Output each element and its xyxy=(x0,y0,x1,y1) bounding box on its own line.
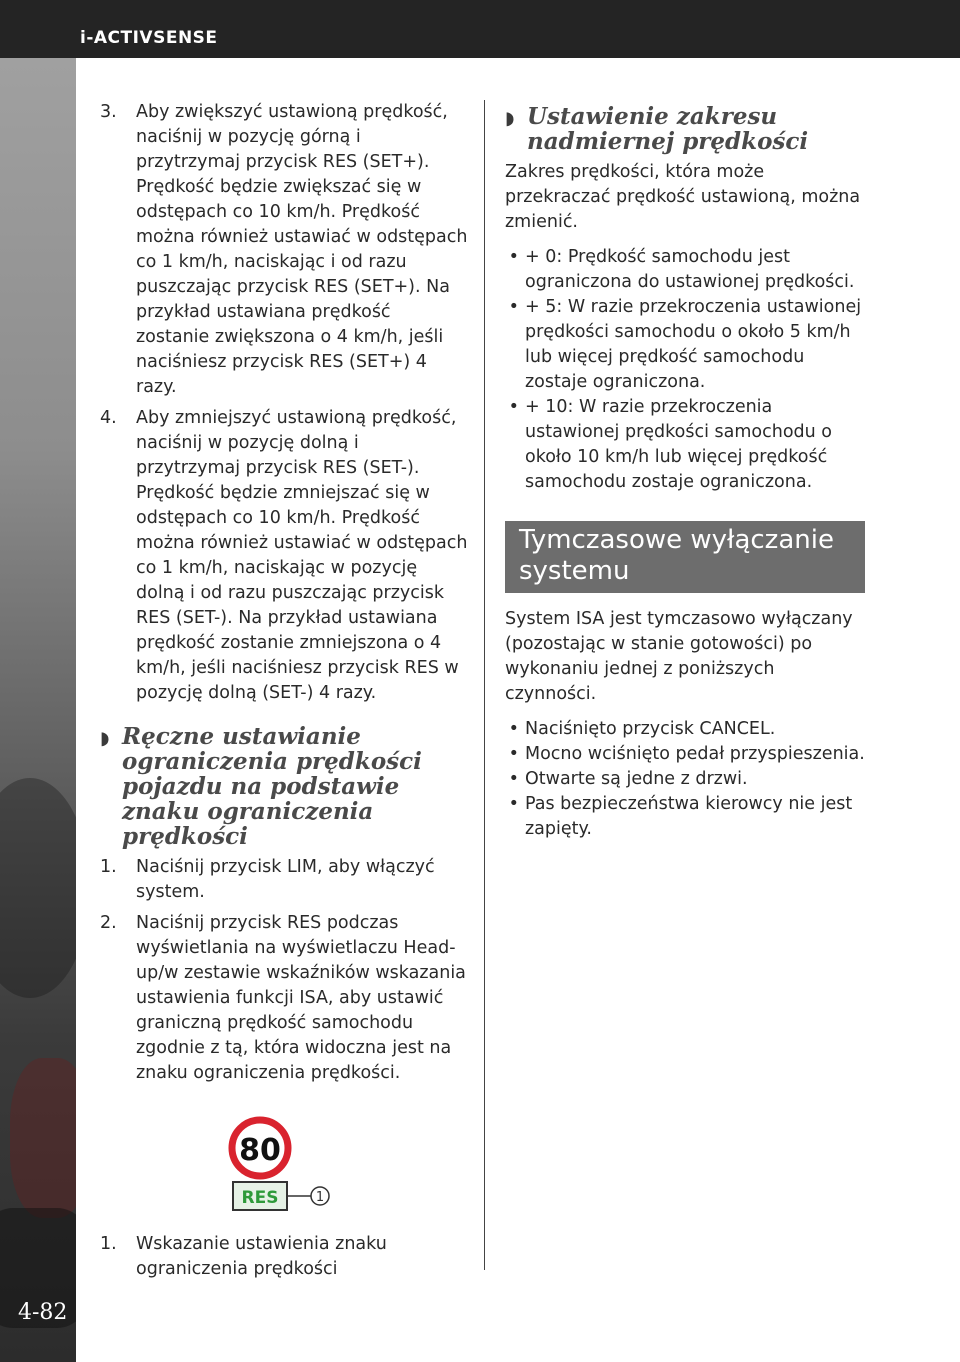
subheading-text: Ustawienie zakresu nadmiernej prędkości xyxy=(527,103,809,155)
subheading-marker-icon: ◗ xyxy=(100,728,110,749)
list-item: • Mocno wciśnięto pedał przyspieszenia. xyxy=(508,744,865,764)
column-divider xyxy=(484,100,485,1270)
list-item: • + 10: W razie przekroczenia ustawionej prędkości samochodu o około 10 km/h lub więcej prędkość samochodu zostaje ograniczona. xyxy=(508,397,833,492)
speed-limit-sign-icon xyxy=(100,1108,468,1226)
step-item xyxy=(100,855,468,905)
subheading-text: Ręczne ustawianie ograniczenia prędkości pojazdu na podstawie znaku ograniczenia prędkości xyxy=(122,723,422,850)
section-heading: Tymczasowe wyłączanie systemu xyxy=(505,521,865,593)
step-text: Aby zmniejszyć ustawioną prędkość, naciśnij w pozycję dolną i przytrzymaj przycisk RES (SET-). Prędkość będzie zmniejszać się w odstępach co 10 km/h. Prędkość można również ustawiać w odstępach co 1 km/h, naciskając w pozycję dolną i od razu puszczając przycisk RES (SET-). Na przykład ustawiana prędkość zostanie zmniejszona o 4 km/h, jeśli naciśniesz przycisk RES w pozycję dolną (SET-) 4 razy. xyxy=(136,408,468,703)
callout-number: 1 xyxy=(315,1190,325,1205)
subheading-marker-icon: ◗ xyxy=(505,108,515,129)
subheading xyxy=(505,104,865,154)
sidebar-photo xyxy=(0,58,76,1362)
step-number: 1. xyxy=(100,857,117,877)
page-number: 4-82 xyxy=(18,1300,68,1325)
speed-sign-figure xyxy=(100,1108,468,1226)
options-list xyxy=(505,245,865,495)
list-item: • + 5: W razie przekroczenia ustawionej prędkości samochodu o około 5 km/h lub więcej prędkość samochodu zostaje ograniczona. xyxy=(508,297,862,392)
section-title: i-ACTIVSENSE xyxy=(80,28,218,48)
left-column xyxy=(100,100,468,1288)
step-item xyxy=(100,911,468,1086)
section-intro: System ISA jest tymczasowo wyłączany (pozostając w stanie gotowości) po wykonaniu jednej z poniższych czynności. xyxy=(505,609,853,704)
step-item xyxy=(100,100,468,400)
intro-paragraph: Zakres prędkości, która może przekraczać prędkość ustawioną, można zmienić. xyxy=(505,162,861,232)
sign-value: 80 xyxy=(239,1133,281,1168)
step-text: Naciśnij przycisk LIM, aby włączyć system. xyxy=(136,857,435,902)
step-text: Naciśnij przycisk RES podczas wyświetlania na wyświetlaczu Head-up/w zestawie wskaźników wskazania ustawienia funkcji ISA, aby ustawić graniczną prędkość samochodu zgodnie z tą, która widoczna jest na znaku ograniczenia prędkości. xyxy=(136,913,466,1083)
conditions-list xyxy=(505,717,865,842)
subheading xyxy=(100,724,468,849)
caption-item xyxy=(100,1232,468,1282)
caption-text: Wskazanie ustawienia znaku ograniczenia prędkości xyxy=(136,1234,387,1279)
step-number: 3. xyxy=(100,102,117,122)
list-item: • Pas bezpieczeństwa kierowcy nie jest zapięty. xyxy=(508,794,853,839)
caption-number: 1. xyxy=(100,1234,117,1254)
list-item: • Naciśnięto przycisk CANCEL. xyxy=(508,719,776,739)
step-number: 4. xyxy=(100,408,117,428)
step-text: Aby zwiększyć ustawioną prędkość, naciśnij w pozycję górną i przytrzymaj przycisk RES (SET+). Prędkość będzie zwiększać się w odstępach co 10 km/h. Prędkość można również ustawiać w odstępach co 1 km/h, naciskając i od razu puszczając przycisk RES (SET+). Na przykład ustawiana prędkość zostanie zwiększona o 4 km/h, jeśli naciśniesz przycisk RES (SET+) 4 razy. xyxy=(136,102,468,397)
res-label: RES xyxy=(241,1188,279,1208)
step-number: 2. xyxy=(100,913,117,933)
header-bar xyxy=(0,0,960,58)
list-item: • Otwarte są jedne z drzwi. xyxy=(508,769,748,789)
step-item xyxy=(100,406,468,706)
right-column xyxy=(505,100,865,842)
list-item: • + 0: Prędkość samochodu jest ograniczona do ustawionej prędkości. xyxy=(508,247,855,292)
